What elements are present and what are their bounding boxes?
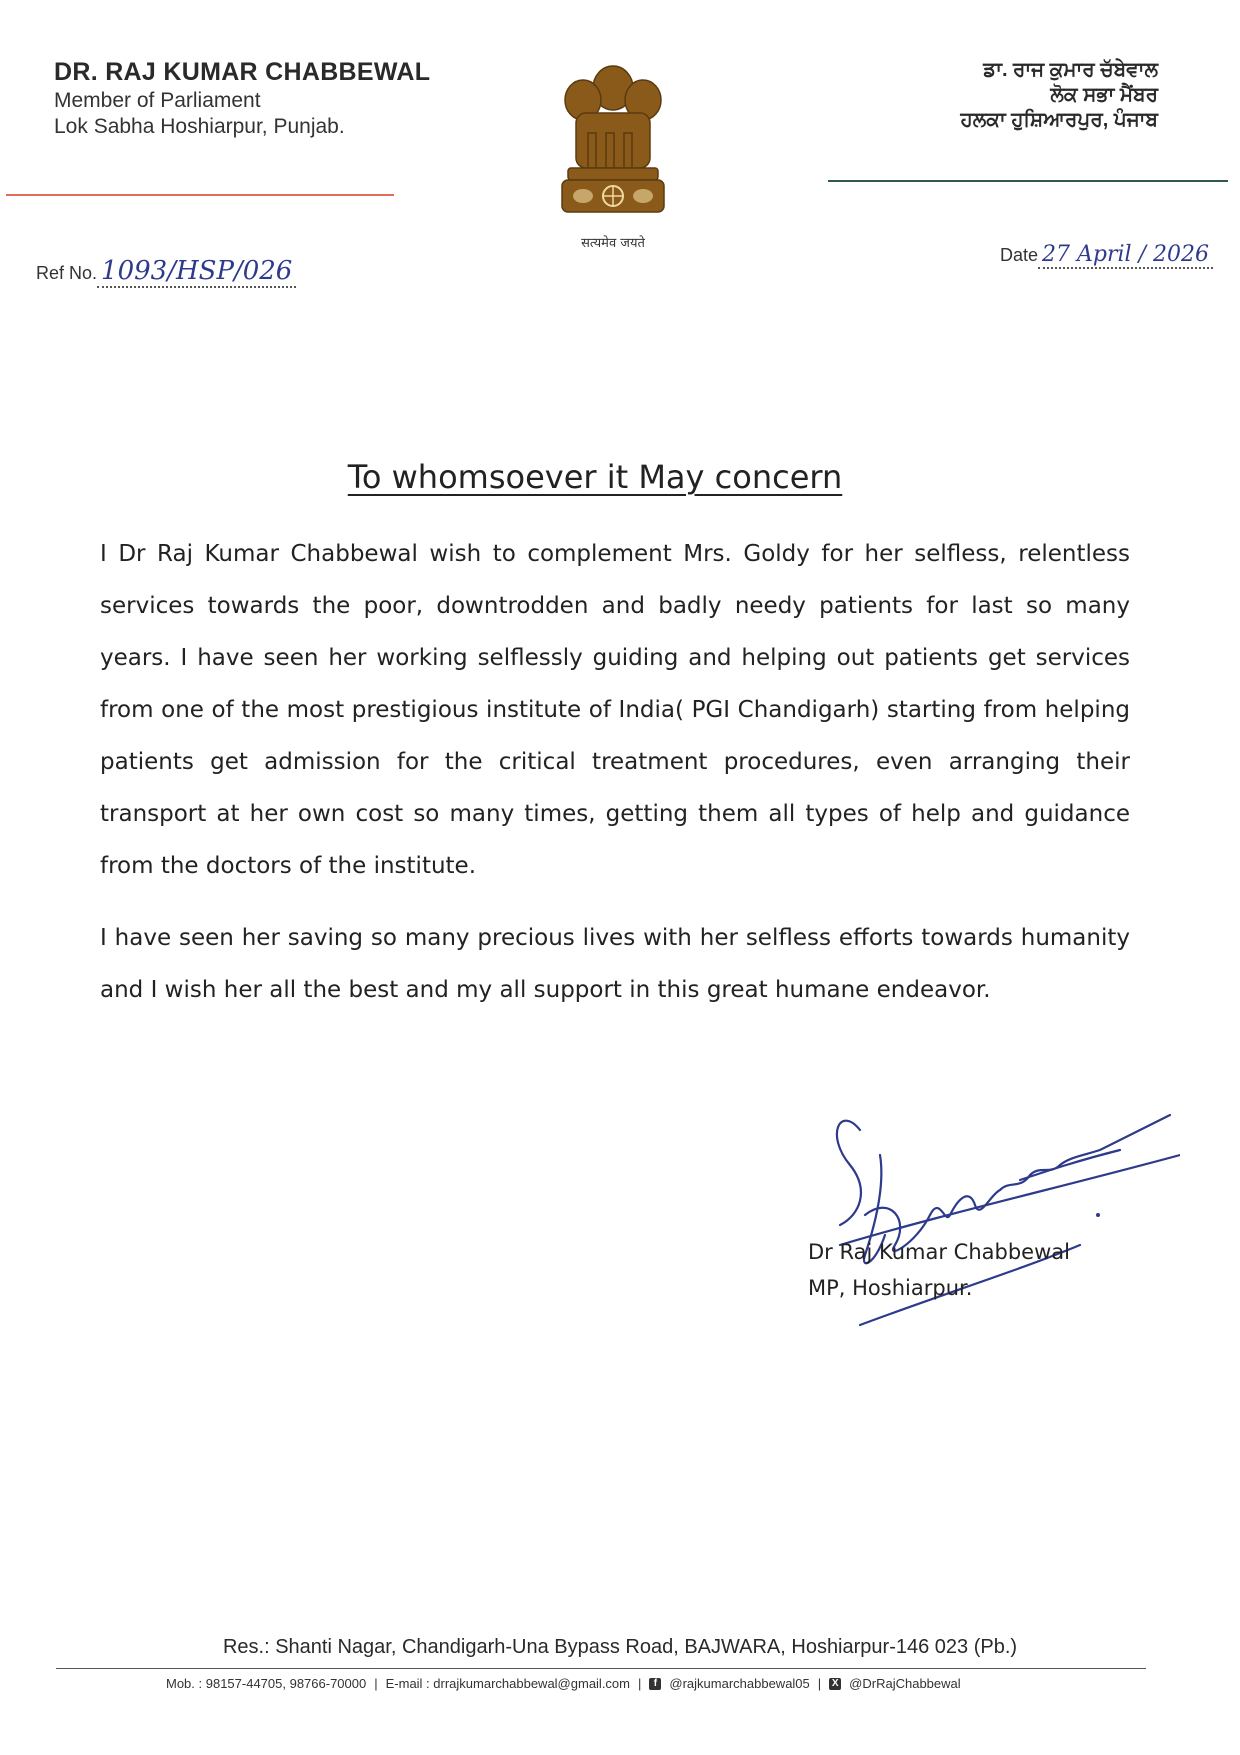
sender-constituency-pa: ਹਲਕਾ ਹੁਸ਼ਿਆਰਪੁਰ, ਪੰਜਾਬ (960, 109, 1158, 131)
footer-separator: | (638, 1676, 642, 1691)
facebook-icon: f (649, 1678, 661, 1690)
x-twitter-icon: X (829, 1678, 841, 1690)
sender-name-en: DR. RAJ KUMAR CHABBEWAL (54, 58, 431, 86)
signatory-title: MP, Hoshiarpur. (808, 1276, 973, 1300)
footer-address: Res.: Shanti Nagar, Chandigarh-Una Bypass Road, BAJWARA, Hoshiarpur-146 023 (Pb.) (222, 1636, 1018, 1658)
sender-designation-pa: ਲੋਕ ਸਭਾ ਮੈਂਬਰ (1050, 84, 1158, 106)
letter-body (100, 528, 1130, 1016)
footer-facebook: @rajkumarchabbewal05 (669, 1676, 810, 1691)
date-label: Date (1000, 245, 1039, 265)
state-emblem (548, 58, 678, 251)
footer-separator: | (374, 1676, 378, 1691)
footer-twitter: @DrRajChabbewal (849, 1676, 961, 1691)
footer-mobile: Mob. : 98157-44705, 98766-70000 (166, 1676, 367, 1691)
letter-paragraph-1: I Dr Raj Kumar Chabbewal wish to complement Mrs. Goldy for her selfless, relentless services towards the poor, downtrodden and badly needy patients for last so many years. I have seen her working selflessly guiding and helping out patients get services from one of the most prestigious institute of India( PGI Chandigarh) starting from helping patients get admission for the critical treatment procedures, even arranging their transport at her own cost so many times, getting them all types of help and guidance from the doctors of the institute. (100, 541, 1130, 879)
header-rule-right (828, 180, 1228, 182)
letter-title-wrap (0, 458, 1190, 496)
reference-number (36, 256, 296, 288)
sender-designation-en: Member of Parliament (54, 89, 261, 112)
letter-title: To whomsoever it May concern (347, 458, 843, 496)
sender-constituency-en: Lok Sabha Hoshiarpur, Punjab. (54, 115, 345, 138)
signatory-block (808, 1234, 1070, 1306)
footer-separator: | (817, 1676, 822, 1691)
ref-value: 1093/HSP/026 (101, 256, 293, 286)
letter-paragraph-2: I have seen her saving so many precious lives with her selfless efforts towards humanity and I wish her all the best and my all support in this great humane endeavor. (100, 925, 1130, 1003)
footer-email: E-mail : drrajkumarchabbewal@gmail.com (385, 1676, 630, 1691)
signatory-name: Dr Raj Kumar Chabbewal (808, 1240, 1070, 1264)
footer-contact (166, 1676, 961, 1691)
date-value: 27 April / 2026 (1042, 242, 1209, 267)
letterhead-sender-pa (838, 58, 1158, 133)
footer-rule (56, 1668, 1146, 1669)
ref-label: Ref No. (36, 263, 98, 283)
letterhead-sender-en (54, 58, 430, 139)
emblem-motto: सत्यमेव जयते (581, 236, 645, 251)
lion-capital-emblem-icon (548, 58, 678, 228)
letter-date (1000, 242, 1213, 269)
sender-name-pa: ਡਾ. ਰਾਜ ਕੁਮਾਰ ਚੱਬੇਵਾਲ (983, 59, 1158, 81)
header-rule-left (6, 194, 394, 196)
